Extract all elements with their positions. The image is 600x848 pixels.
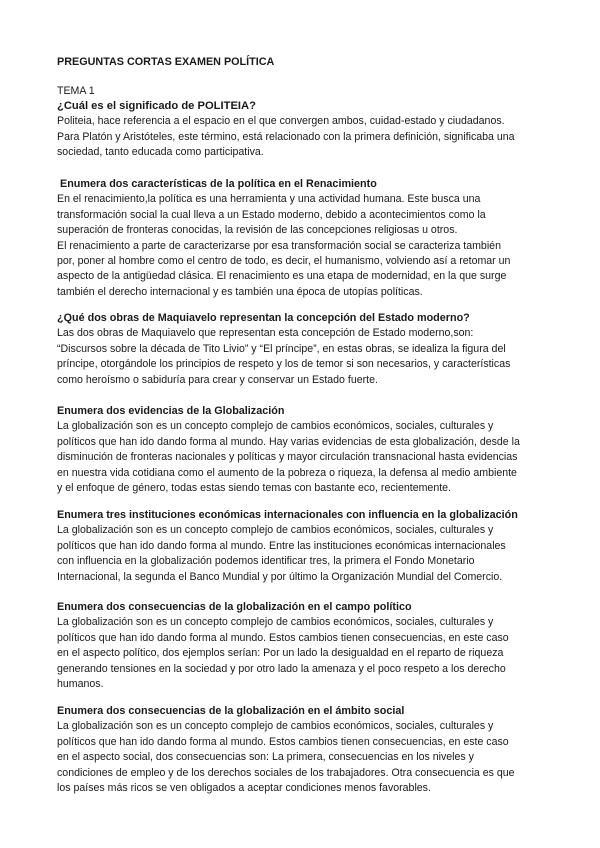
answer-line: superación de fronteras conocidas, la revisión de las concepciones religiosas u otros. [57, 224, 458, 237]
answer-line: En el renacimiento,la política es una herramienta y una actividad humana. Este busca una [57, 193, 481, 206]
document-title: PREGUNTAS CORTAS EXAMEN POLÍTICA [57, 56, 275, 68]
answer-line: también el derecho internacional y es también una época de utopías políticas. [57, 285, 423, 298]
section-campo-politico [57, 600, 547, 692]
answer-line: en nuestra vida cotidiana como el aumento de la pobreza o riqueza, la defensa al medio ambiente [57, 466, 517, 479]
question-heading: Enumera dos consecuencias de la globalización en el ámbito social [57, 705, 405, 717]
question-heading: Enumera dos evidencias de la Globalización [57, 405, 285, 417]
answer-line: en el aspecto social, dos consecuencias son: La primera, consecuencias en los niveles y [57, 751, 474, 764]
answer-line: políticos que han ido dando forma al mundo. Hay varias evidencias de esta globalización, desde la [57, 435, 520, 448]
answer-line: políticos que han ido dando forma al mundo. Estos cambios tienen consecuencias, en este caso [57, 631, 509, 644]
answer-line: políticos que han ido dando forma al mundo. Estos cambios tienen consecuencias, en este caso [57, 735, 509, 748]
answer-line: príncipe, otorgándole los principios de respeto y los de temor si son necesarios, y características [57, 358, 511, 371]
question-heading: Enumera dos características de la política en el Renacimiento [57, 178, 377, 190]
answer-line: generando tensiones en la sociedad y por otro lado la amenaza y el poco respeto a los derecho [57, 662, 506, 675]
question-heading: Enumera dos consecuencias de la globalización en el campo político [57, 601, 412, 613]
answer-line: Internacional, la segunda el Banco Mundial y por último la Organización Mundial del Comercio. [57, 570, 503, 583]
question-heading: ¿Qué dos obras de Maquiavelo representan la concepción del Estado moderno? [57, 312, 470, 324]
answer-line: Politeia, hace referencia a el espacio en el que convergen ambos, cuidad-estado y ciudadanos. [57, 115, 505, 128]
answer-paragraph [57, 615, 547, 692]
section-politeia [57, 99, 547, 161]
answer-paragraph [57, 419, 547, 496]
section-instituciones [57, 508, 547, 585]
answer-line: aspecto de la antigüedad clásica. El renacimiento es una etapa de modernidad, en la que surge [57, 270, 507, 283]
answer-line: con influencia en la globalización podemos identificar tres, la primera el Fondo Monetario [57, 555, 475, 568]
tema-label: TEMA 1 [57, 85, 95, 97]
answer-line: Las dos obras de Maquiavelo que representan esta concepción de Estado moderno,son: [57, 327, 474, 340]
section-renacimiento [57, 177, 547, 300]
answer-paragraph [57, 719, 547, 796]
answer-line: La globalización son es un concepto complejo de cambios económicos, sociales, culturales y [57, 420, 494, 433]
answer-line: en el aspecto político, dos ejemplos serían: Por un lado la desigualdad en el reparto de riqueza [57, 647, 504, 660]
answer-line: por, poner al hombre como el centro de todo, es decir, el humanismo, volviendo así a retomar un [57, 255, 511, 268]
answer-paragraph [57, 326, 547, 388]
answer-line: El renacimiento a parte de caracterizarse por esa transformación social se caracteriza también [57, 239, 501, 252]
answer-line: La globalización son es un concepto complejo de cambios económicos, sociales, culturales y [57, 616, 494, 629]
answer-line: y el enfoque de género, todas estas siendo temas con bastante eco, recientemente. [57, 482, 451, 495]
answer-line: sociedad, tanto educada como participativa. [57, 146, 264, 159]
answer-paragraph [57, 523, 547, 585]
section-ambito-social [57, 704, 547, 796]
answer-paragraph [57, 192, 547, 300]
answer-paragraph [57, 114, 547, 160]
section-evidencias-globalizacion [57, 404, 547, 496]
answer-line: La globalización son es un concepto complejo de cambios económicos, sociales, culturales y [57, 720, 494, 733]
question-heading: ¿Cuál es el significado de POLITEIA? [57, 100, 256, 112]
answer-line: disminución de fronteras nacionales y políticas y mayor circulación transnacional hasta evidencias [57, 451, 518, 464]
question-heading: Enumera tres instituciones económicas internacionales con influencia en la globalización [57, 509, 518, 521]
answer-line: “Discursos sobre la década de Tito Livio” y “El príncipe”, en estas obras, se idealiza la figura del [57, 342, 506, 355]
answer-line: como heroísmo o sabiduría para crear y conservar un Estado fuerte. [57, 373, 378, 386]
answer-line: humanos. [57, 678, 104, 691]
answer-line: políticos que han ido dando forma al mundo. Entre las instituciones económicas internacionales [57, 539, 506, 552]
answer-line: transformación social la cual lleva a un Estado moderno, debido a acontecimientos como la [57, 208, 486, 221]
section-maquiavelo [57, 311, 547, 388]
answer-line: condiciones de empleo y de los derechos sociales de los trabajadores. Otra consecuencia es que [57, 766, 515, 779]
answer-line: La globalización son es un concepto complejo de cambios económicos, sociales, culturales y [57, 524, 494, 537]
answer-line: Para Platón y Aristóteles, este término, está relacionado con la primera definición, significaba una [57, 130, 515, 143]
answer-line: los países más ricos se ven obligados a aceptar condiciones menos favorables. [57, 782, 431, 795]
